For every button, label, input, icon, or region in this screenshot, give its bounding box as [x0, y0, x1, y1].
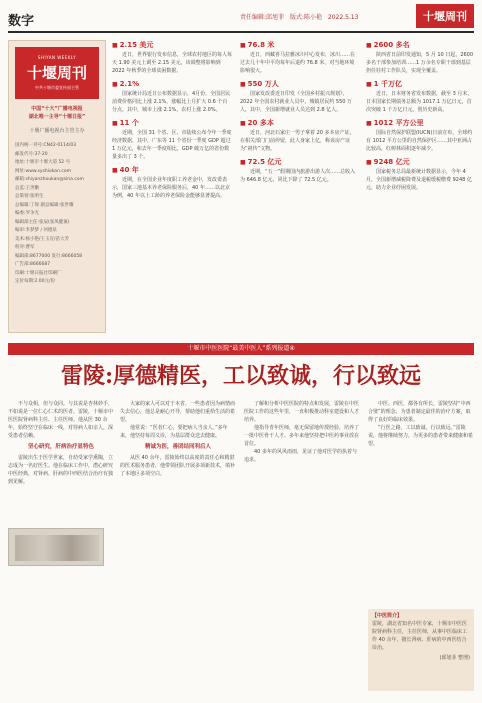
sidebar-credit-line: 广告部:8666687: [15, 262, 51, 267]
sidebar-credit-line: 国内统一刊号:CN42-0114/03: [15, 143, 77, 148]
news-paragraph: 国际自然保护联盟(IUCN)日前宣布，全球约有 1012 平方公里的自然保护区……其中亚洲占比较高，红树林面积逐年减少。: [366, 130, 473, 152]
news-paragraph: 近日，西藏喜马拉雅冰川中心发布，冰川……在过去几十年中平均每年后退约 76.8 米，对当地环境影响很大。: [240, 52, 356, 74]
body-column-4: [368, 400, 474, 604]
news-headline: ■ 9248 亿元: [366, 157, 474, 168]
news-paragraph: 国家税务总局最新统计数据显示，今年 4 月，全国新增减税降费及退税缓税缴费 9248 亿元，助力企业纾困发展。: [366, 169, 472, 191]
sidebar-credit-line: 邮发代号:37-20: [15, 151, 48, 157]
article-paragraph: 从医 40 余年，雷陵始终以高度的责任心和精湛的医术服务患者，他带领团队开展多项新技术，填补了本地区多项空白。: [120, 455, 236, 477]
news-headline: ■ 2.15 美元: [112, 40, 232, 51]
sidebar-credit-line: 编辑部:8677000 发行:8666058: [15, 253, 83, 259]
news-headline: ■ 72.5 亿元: [240, 157, 358, 168]
sidebar-credit-line: 美术:杨小艳/王玉宣/苗大芳: [15, 236, 70, 242]
masthead-bottom: 中共十堰市委宣传部主管: [35, 85, 79, 90]
news-paragraph: 国家统计局近日公布数据显示，4月份，全国居民消费价格同比上涨 2.1%，涨幅比上月扩大 0.6 个百分点。其中，城市上涨 2.1%，农村上涨 2.0%。: [112, 91, 231, 113]
sidebar-credit-line: 印刷:十堰日报社印刷厂: [15, 270, 62, 276]
section-title: 数字: [8, 14, 35, 29]
news-headline: ■ 76.8 米: [240, 40, 358, 51]
news-paragraph: 近日，世界银行发布信息，全球农村地区的每人每天 1.90 美元上调至 2.15 美元，该调整将影响到 2022 年秋季的全球贫困数据。: [112, 52, 232, 74]
news-paragraph: 国家发改委近日印发《全国乡村振兴规划》，2022 年全国农村就业人员中，城镇居民约 550 万人，其中，全国新增就业人员达到 2.8 亿人。: [240, 91, 353, 113]
article-paragraph: 他指导青年医师，毫无保留地传授经验，培养了一批中医骨干人才。多年来他坚持把中医药事业放在首位。: [244, 425, 360, 447]
news-column-2: [240, 40, 358, 335]
sidebar-credit-line: 校对:曹军: [15, 245, 35, 250]
article-paragraph: “行医之路，工以致诚，行以致远。”雷陵说，他将继续努力，为更多的患者带来健康和希望。: [368, 425, 474, 447]
news-paragraph: 近日，河北石家庄一男子拿着 20 多本房产证，在相关部门门前停留，此人身家上亿，称该房产证为“祖传”文物。: [240, 130, 355, 152]
news-paragraph: 近期，“五一”假期国内旅游出游人次……总收入为 646.8 亿元，同比下降了 72.5 亿元。: [240, 169, 356, 183]
body-column-1: [8, 400, 114, 524]
sidebar-credits: [15, 142, 99, 287]
series-band: 十堰市中医医院“最美中医人”系列报道④: [8, 343, 474, 355]
profile-title: 【中医简介】: [372, 613, 403, 619]
article-paragraph: 40 多年的风风雨雨，见证了他对医学的执着与追求。: [244, 449, 357, 463]
sidebar-credit-line: 网址:www.syshiokan.com: [15, 168, 71, 174]
news-headline: ■ 20 多本: [240, 118, 358, 129]
header-logo: 十堰周刊: [416, 4, 474, 28]
sidebar-credit-line: 总策划:张明生: [15, 194, 44, 199]
sidebar-credit-line: 编委:罗争光: [15, 211, 40, 216]
news-headline: ■ 550 万人: [240, 79, 358, 90]
sidebar-credit-line: 编审:李梦梦 / 何德泉: [15, 228, 57, 233]
news-headline: ■ 40 年: [112, 165, 232, 176]
article-paragraph: 他常说：“医者仁心，要把病人当亲人。”多年来，他坚持每周义诊，为基层群众送去健康。: [120, 425, 228, 439]
masthead-logo: [15, 47, 99, 99]
news-headline: ■ 2600 多名: [366, 40, 474, 51]
news-headline: ■ 1012 平方公里: [366, 118, 474, 129]
news-paragraph: 陕西省日前印发通知，5 月 10 日起，2600 多名干部参加培训……1 万余名专职干部到基层担任驻村工作队员，实现全覆盖。: [366, 52, 474, 74]
editor-credit: 责任编辑:邱旭菲: [240, 14, 285, 21]
masthead-title: 十堰周刊: [26, 64, 87, 82]
news-paragraph: 近日，日本财务省发布数据，截至 3 月末，日本国家长期债务总额为 1017.1 万亿日元，首次突破 1 千万亿日元，创历史新高。: [366, 91, 473, 113]
news-paragraph: 近期，在全国企业年度职工养老金中，发改委表示，国家三地基本养老保险服务后，40 年……以北京为例，40 年以上工龄的养老保险金能够显著提高。: [112, 177, 230, 199]
article-photo: [8, 528, 104, 566]
article-paragraph: 雷陵出生于医学世家，自幼受家学熏陶，立志成为一名好医生。他在临床工作中，潜心研究中医经典，对肾病、肝病的中西医结合治疗有独到见解。: [8, 455, 114, 485]
news-column-3: [366, 40, 474, 335]
sidebar-credit-line: 地址:十堰市十堰大道 52 号: [15, 160, 71, 165]
sidebar-credit-line: 总监:王世鹏: [15, 185, 40, 191]
headline: 雷陵:厚德精医，工以致诚，行以致远: [60, 363, 422, 389]
profile-text: 雷陵，湖北省知名中医专家，十堰市中医医院肾病科主任，主任医师，从事中医临床工作 40 余年，擅长肾病、肝病的中西医结合诊治。: [372, 621, 468, 651]
news-paragraph: 近期，全国 31 个省、区、市陆续公布今年一季度经济数据，其中，广东等 11 个省份一季度 GDP 超过 1 万亿元，和去年一季度相比，GDP 破万亿的省份数量多出了 3 个。: [112, 130, 232, 160]
news-headline: ■ 1 千万亿: [366, 79, 474, 90]
article-subheading: 精诚为医，善团结同利后人: [144, 444, 211, 450]
sidebar-credit-line: 编辑部主任:张辰(张凤健兼): [15, 219, 70, 225]
news-headline: ■ 2.1%: [112, 79, 232, 90]
article-paragraph: 不与众相，但与众同。与其说是杏林妙手，不如说是一位仁心仁术的医者。雷陵，十堰市中医医院肾病科主任、主任医师。他从医 30 余年，始终坚守在临床一线，对待病人如亲人，深受患者信赖。: [8, 401, 114, 439]
masthead-top: SHIYAN WEEKLY: [37, 55, 77, 60]
sidebar-publisher: 十堰广播电视台主管主办: [29, 128, 85, 134]
profile-box: [368, 609, 474, 691]
sidebar-title-line: 中国“十大”广播电视报: [31, 106, 83, 112]
body-column-3: [244, 400, 360, 692]
sidebar-credit-line: 定价每期:2.00元/份: [15, 279, 56, 284]
sidebar-credit-line: 邮箱:shiyanzhoukan@sina.com: [15, 177, 84, 182]
masthead-sidebar: [8, 40, 106, 333]
profile-signature: (邱旭菲 整理): [439, 655, 470, 661]
page-meta: [240, 12, 362, 21]
issue-date: 2022.5.13: [327, 14, 359, 21]
sidebar-title: [9, 105, 105, 121]
article-subheading: 坚心研究，肝病治疗显特色: [27, 444, 94, 450]
page-header: [0, 0, 482, 40]
designer-credit: 版式:陈小艳: [289, 14, 322, 21]
header-rule: [8, 31, 474, 33]
body-column-2: [120, 400, 236, 692]
article-paragraph: 大家的家人可以对于本省，一些患者因为病情而失去信心，他总是耐心开导，帮助他们重拾生活的希望。: [120, 401, 236, 423]
sidebar-credit-line: 总编辑:丁保 副总编辑:张世耀: [15, 202, 74, 208]
news-column-1: [112, 40, 232, 335]
sidebar-title-line: 湖北唯一主导“十堰日报”: [28, 114, 86, 120]
article-paragraph: 中医、西医，都各有所长，雷陵坚持“中西合璧”的理念，为患者制定最佳的治疗方案，取得了良好的临床效果。: [368, 401, 471, 423]
news-headline: ■ 11 个: [112, 118, 232, 129]
article-paragraph: 了解和分析中医医院的特点和发展，雷陵在中医医院工作的这些年里，一直积极推动科室建设和人才培养。: [244, 401, 360, 423]
